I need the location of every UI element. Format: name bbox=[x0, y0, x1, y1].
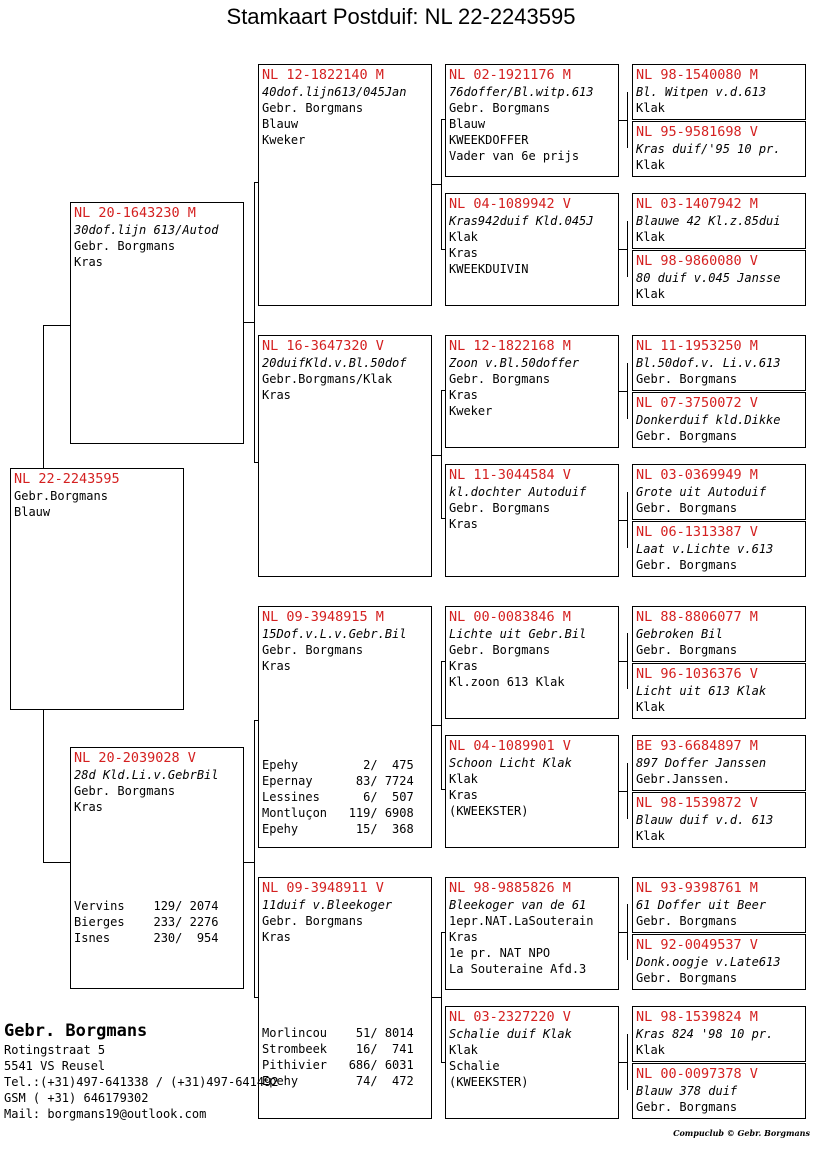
owner-name: Klak bbox=[449, 1043, 478, 1057]
owner-name: Klak bbox=[636, 230, 665, 244]
ring-number: NL 07-3750072 V bbox=[636, 395, 758, 411]
race-result: Isnes 230/ 954 bbox=[74, 931, 219, 945]
connector-line bbox=[431, 455, 441, 456]
plumage-color: Kras bbox=[449, 388, 478, 402]
pigeon-name: Licht uit 613 Klak bbox=[636, 684, 767, 698]
pigeon-note: KWEEKDUIVIN bbox=[449, 262, 529, 276]
ancestor-card-g13[interactable] bbox=[632, 877, 806, 933]
connector-line bbox=[243, 862, 254, 863]
ring-number: NL 98-1539824 M bbox=[636, 1009, 758, 1025]
pigeon-name: Blauw duif v.d. 613 bbox=[636, 813, 774, 827]
owner-name: Gebr. Borgmans bbox=[449, 643, 551, 657]
connector-line bbox=[441, 932, 442, 1062]
plumage-color: Kras bbox=[262, 930, 291, 944]
race-result: Morlincou 51/ 8014 bbox=[262, 1026, 414, 1040]
owner-name: Klak bbox=[636, 700, 665, 714]
ring-number: NL 11-1953250 M bbox=[636, 338, 758, 354]
ring-number: NL 09-3948911 V bbox=[262, 880, 384, 896]
owner-name: Klak bbox=[636, 829, 665, 843]
connector-line bbox=[618, 520, 627, 521]
connector-line bbox=[627, 363, 628, 419]
connector-line bbox=[627, 492, 628, 548]
pigeon-name: Zoon v.Bl.50doffer bbox=[449, 356, 580, 370]
ring-number: NL 93-9398761 M bbox=[636, 880, 758, 896]
owner-name: Klak bbox=[636, 101, 665, 115]
connector-line bbox=[431, 997, 441, 998]
ring-number: NL 11-3044584 V bbox=[449, 467, 571, 483]
owner-street: Rotingstraat 5 bbox=[4, 1043, 106, 1057]
ring-number: NL 03-2327220 V bbox=[449, 1009, 571, 1025]
pigeon-name: Bl. Witpen v.d.613 bbox=[636, 85, 767, 99]
ring-number: NL 09-3948915 M bbox=[262, 609, 384, 625]
connector-line bbox=[618, 391, 627, 392]
pigeon-note: 1e pr. NAT NPO bbox=[449, 946, 551, 960]
pigeon-name: Blauw 378 duif bbox=[636, 1084, 738, 1098]
pigeon-note: Vader van 6e prijs bbox=[449, 149, 580, 163]
owner-name: Gebr.Janssen. bbox=[636, 772, 730, 786]
plumage-color: Kras bbox=[449, 517, 478, 531]
pigeon-note: (KWEEKSTER) bbox=[449, 1075, 529, 1089]
ancestor-card-g2[interactable] bbox=[632, 121, 806, 177]
owner-gsm: GSM ( +31) 646179302 bbox=[4, 1091, 149, 1105]
pigeon-note: La Souteraine Afd.3 bbox=[449, 962, 587, 976]
ring-number: NL 03-0369949 M bbox=[636, 467, 758, 483]
connector-line bbox=[43, 325, 70, 326]
pigeon-name: kl.dochter Autoduif bbox=[449, 485, 587, 499]
connector-line bbox=[627, 633, 628, 689]
ancestor-card-g14[interactable] bbox=[632, 934, 806, 990]
owner-name: Gebr. Borgmans bbox=[74, 784, 176, 798]
ancestor-card-fff[interactable] bbox=[445, 64, 619, 177]
race-result: Epehy 15/ 368 bbox=[262, 822, 414, 836]
ring-number: NL 12-1822168 M bbox=[449, 338, 571, 354]
ancestor-card-g8[interactable] bbox=[632, 521, 806, 577]
owner-name: Gebr. Borgmans bbox=[636, 372, 738, 386]
owner-name: Klak bbox=[449, 230, 478, 244]
ancestor-card-g12[interactable] bbox=[632, 792, 806, 848]
owner-name: Gebr. Borgmans bbox=[262, 643, 364, 657]
ancestor-card-g6[interactable] bbox=[632, 392, 806, 448]
ancestor-card-g11[interactable] bbox=[632, 735, 806, 791]
ancestor-card-mmf[interactable] bbox=[445, 877, 619, 990]
page-title: Stamkaart Postduif: NL 22-2243595 bbox=[226, 4, 576, 29]
owner-phone: Tel.:(+31)497-641338 / (+31)497-641492 bbox=[4, 1075, 279, 1089]
connector-line bbox=[618, 249, 627, 250]
connector-line bbox=[627, 1034, 628, 1090]
pigeon-name: Laat v.Lichte v.613 bbox=[636, 542, 774, 556]
race-result: Lessines 6/ 507 bbox=[262, 790, 414, 804]
owner-name: Gebr. Borgmans bbox=[262, 914, 364, 928]
owner-name: Gebr. Borgmans bbox=[636, 914, 738, 928]
race-result: Strombeek 16/ 741 bbox=[262, 1042, 414, 1056]
subject-pigeon-card[interactable] bbox=[10, 468, 184, 710]
ring-number: NL 96-1036376 V bbox=[636, 666, 758, 682]
pigeon-name: 76doffer/Bl.witp.613 bbox=[449, 85, 594, 99]
ancestor-card-mff[interactable] bbox=[445, 606, 619, 719]
mother-card[interactable] bbox=[70, 747, 244, 989]
connector-line bbox=[618, 791, 627, 792]
ancestor-card-fmf[interactable] bbox=[445, 335, 619, 448]
ring-number: NL 95-9581698 V bbox=[636, 124, 758, 140]
pigeon-note: KWEEKDOFFER bbox=[449, 133, 529, 147]
connector-line bbox=[618, 661, 627, 662]
owner-name: Gebr. Borgmans bbox=[262, 101, 364, 115]
ring-number: NL 00-0097378 V bbox=[636, 1066, 758, 1082]
paternal-grandfather-card[interactable] bbox=[258, 64, 432, 306]
pigeon-name: Lichte uit Gebr.Bil bbox=[449, 627, 587, 641]
ring-number: NL 20-1643230 M bbox=[74, 205, 196, 221]
ring-number: NL 04-1089942 V bbox=[449, 196, 571, 212]
owner-block-name: Gebr. Borgmans bbox=[4, 1021, 148, 1041]
race-result: Montluçon 119/ 6908 bbox=[262, 806, 414, 820]
ancestor-card-mmm[interactable] bbox=[445, 1006, 619, 1119]
owner-name: Gebr. Borgmans bbox=[74, 239, 176, 253]
pigeon-name: Donk.oogje v.Late613 bbox=[636, 955, 781, 969]
race-result: Epernay 83/ 7724 bbox=[262, 774, 414, 788]
ancestor-card-g16[interactable] bbox=[632, 1063, 806, 1119]
owner-name: Gebr.Borgmans bbox=[14, 489, 108, 503]
plumage-color: Kras bbox=[74, 255, 103, 269]
pigeon-name: Kras duif/'95 10 pr. bbox=[636, 142, 781, 156]
race-result: Bierges 233/ 2276 bbox=[74, 915, 219, 929]
ancestor-card-g3[interactable] bbox=[632, 193, 806, 249]
connector-line bbox=[431, 725, 441, 726]
owner-name: Gebr. Borgmans bbox=[636, 501, 738, 515]
ring-number: NL 20-2039028 V bbox=[74, 750, 196, 766]
owner-name: Klak bbox=[636, 158, 665, 172]
ancestor-card-g5[interactable] bbox=[632, 335, 806, 391]
ancestor-card-ffm[interactable] bbox=[445, 193, 619, 306]
race-result: Epehy 74/ 472 bbox=[262, 1074, 414, 1088]
owner-contact-block bbox=[4, 1020, 279, 1122]
pigeon-name: 80 duif v.045 Jansse bbox=[636, 271, 781, 285]
connector-line bbox=[43, 325, 44, 468]
ring-number: NL 00-0083846 M bbox=[449, 609, 571, 625]
ancestor-card-g7[interactable] bbox=[632, 464, 806, 520]
ring-number: NL 98-9860080 V bbox=[636, 253, 758, 269]
ancestor-card-g15[interactable] bbox=[632, 1006, 806, 1062]
connector-line bbox=[431, 184, 441, 185]
connector-line bbox=[43, 862, 70, 863]
pigeon-name: Kras 824 '98 10 pr. bbox=[636, 1027, 774, 1041]
pigeon-name: 40dof.lijn613/045Jan bbox=[262, 85, 407, 99]
plumage-color: Kras bbox=[449, 930, 478, 944]
ancestor-card-g4[interactable] bbox=[632, 250, 806, 306]
father-card[interactable] bbox=[70, 202, 244, 444]
connector-line bbox=[618, 1062, 627, 1063]
connector-line bbox=[243, 322, 254, 323]
ring-number: NL 98-9885826 M bbox=[449, 880, 571, 896]
connector-line bbox=[254, 720, 255, 997]
owner-name: Klak bbox=[449, 772, 478, 786]
ring-number: NL 16-3647320 V bbox=[262, 338, 384, 354]
pigeon-note: Kl.zoon 613 Klak bbox=[449, 675, 565, 689]
race-result: Pithivier 686/ 6031 bbox=[262, 1058, 414, 1072]
owner-name: Gebr. Borgmans bbox=[636, 429, 738, 443]
maternal-grandmother-card[interactable] bbox=[258, 877, 432, 1119]
pigeon-note: Kweker bbox=[262, 133, 306, 147]
plumage-color: Schalie bbox=[449, 1059, 500, 1073]
plumage-color: Blauw bbox=[14, 505, 51, 519]
pigeon-name: Donkerduif kld.Dikke bbox=[636, 413, 781, 427]
pigeon-name: Bleekoger van de 61 bbox=[449, 898, 587, 912]
ring-number: NL 88-8806077 M bbox=[636, 609, 758, 625]
owner-name: Gebr. Borgmans bbox=[449, 101, 551, 115]
plumage-color: Kras bbox=[262, 388, 291, 402]
plumage-color: Kras bbox=[449, 788, 478, 802]
footer-credit: Compuclub © Gebr. Borgmans bbox=[673, 1128, 810, 1138]
plumage-color: Kras bbox=[262, 659, 291, 673]
plumage-color: Kras bbox=[449, 246, 478, 260]
owner-name: 1epr.NAT.LaSouterain bbox=[449, 914, 594, 928]
owner-email: Mail: borgmans19@outlook.com bbox=[4, 1107, 207, 1121]
pigeon-name: Gebroken Bil bbox=[636, 627, 723, 641]
connector-line bbox=[43, 709, 44, 862]
connector-line bbox=[627, 763, 628, 819]
pigeon-name: Grote uit Autoduif bbox=[636, 485, 767, 499]
connector-line bbox=[618, 932, 627, 933]
race-result: Vervins 129/ 2074 bbox=[74, 899, 219, 913]
plumage-color: Blauw bbox=[262, 117, 299, 131]
pigeon-name: 15Dof.v.L.v.Gebr.Bil bbox=[262, 627, 407, 641]
ancestor-card-fmm[interactable] bbox=[445, 464, 619, 577]
pigeon-name: 20duifKld.v.Bl.50dof bbox=[262, 356, 407, 370]
pigeon-name: 11duif v.Bleekoger bbox=[262, 898, 393, 912]
owner-name: Gebr. Borgmans bbox=[636, 971, 738, 985]
plumage-color: Blauw bbox=[449, 117, 486, 131]
ancestor-card-g10[interactable] bbox=[632, 663, 806, 719]
pigeon-name: 61 Doffer uit Beer bbox=[636, 898, 767, 912]
ring-number: NL 98-1539872 V bbox=[636, 795, 758, 811]
pigeon-name: Kras942duif Kld.045J bbox=[449, 214, 594, 228]
owner-name: Gebr. Borgmans bbox=[636, 643, 738, 657]
ring-number: NL 92-0049537 V bbox=[636, 937, 758, 953]
ring-number: BE 93-6684897 M bbox=[636, 738, 758, 754]
pigeon-note: (KWEEKSTER) bbox=[449, 804, 529, 818]
pigeon-name: Bl.50dof.v. Li.v.613 bbox=[636, 356, 781, 370]
connector-line bbox=[441, 661, 442, 789]
ring-number: NL 06-1313387 V bbox=[636, 524, 758, 540]
owner-city: 5541 VS Reusel bbox=[4, 1059, 106, 1073]
owner-name: Gebr. Borgmans bbox=[636, 1100, 738, 1114]
ancestor-card-g1[interactable] bbox=[632, 64, 806, 120]
pigeon-name: Schalie duif Klak bbox=[449, 1027, 572, 1041]
owner-name: Gebr. Borgmans bbox=[449, 372, 551, 386]
ancestor-card-mfm[interactable] bbox=[445, 735, 619, 848]
connector-line bbox=[627, 92, 628, 148]
maternal-grandfather-card[interactable] bbox=[258, 606, 432, 848]
pigeon-name: Blauwe 42 Kl.z.85dui bbox=[636, 214, 781, 228]
pigeon-name: Schoon Licht Klak bbox=[449, 756, 572, 770]
ring-number: NL 02-1921176 M bbox=[449, 67, 571, 83]
pigeon-name: 30dof.lijn 613/Autod bbox=[74, 223, 219, 237]
ancestor-card-g9[interactable] bbox=[632, 606, 806, 662]
ring-number: NL 03-1407942 M bbox=[636, 196, 758, 212]
connector-line bbox=[441, 119, 442, 249]
ring-number: NL 04-1089901 V bbox=[449, 738, 571, 754]
paternal-grandmother-card[interactable] bbox=[258, 335, 432, 577]
ring-number: NL 22-2243595 bbox=[14, 471, 120, 487]
owner-name: Gebr.Borgmans/Klak bbox=[262, 372, 393, 386]
connector-line bbox=[627, 904, 628, 960]
pigeon-name: 28d Kld.Li.v.GebrBil bbox=[74, 768, 219, 782]
owner-name: Klak bbox=[636, 287, 665, 301]
connector-line bbox=[627, 221, 628, 277]
owner-name: Gebr. Borgmans bbox=[449, 501, 551, 515]
race-result: Epehy 2/ 475 bbox=[262, 758, 414, 772]
ring-number: NL 12-1822140 M bbox=[262, 67, 384, 83]
pigeon-note: Kweker bbox=[449, 404, 493, 418]
connector-line bbox=[254, 182, 255, 462]
plumage-color: Kras bbox=[449, 659, 478, 673]
ring-number: NL 98-1540080 M bbox=[636, 67, 758, 83]
plumage-color: Kras bbox=[74, 800, 103, 814]
owner-name: Klak bbox=[636, 1043, 665, 1057]
connector-line bbox=[618, 120, 627, 121]
connector-line bbox=[441, 390, 442, 518]
owner-name: Gebr. Borgmans bbox=[636, 558, 738, 572]
pigeon-name: 897 Doffer Janssen bbox=[636, 756, 767, 770]
